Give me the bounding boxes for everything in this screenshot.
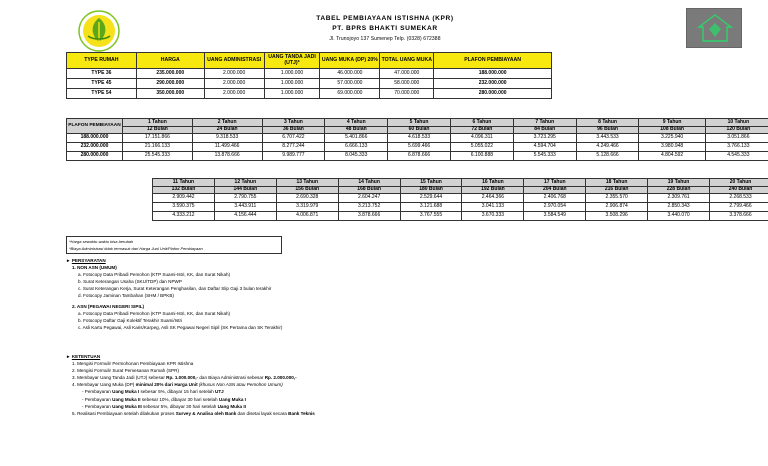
list-item: d. Fotocopy Jaminan Tambahan (SHM / BPKB) xyxy=(78,293,174,299)
table-cell: 1.000.000 xyxy=(264,89,320,99)
year-header: 8 Tahun xyxy=(576,119,639,127)
company-address: Jl. Trunojoyo 137 Sumenep Telp. (0328) 672388 xyxy=(329,36,441,42)
developer-logo xyxy=(686,8,742,48)
table-cell: 3.319.979 xyxy=(276,203,338,212)
table-cell: 3.508.296 xyxy=(586,212,648,221)
col-header: UANG ADMINISTRASI xyxy=(204,53,264,69)
table-cell: 2.529.644 xyxy=(400,194,462,203)
table-cell: 232.000.000 xyxy=(434,79,552,89)
table-cell: 69.000.000 xyxy=(320,89,380,99)
list-item: b. Fotocopy Daftar Gaji Kolektif Terakhir Suami/Istri xyxy=(78,317,183,323)
year-header: 4 Tahun xyxy=(325,119,388,127)
table-cell: 3.041.133 xyxy=(462,203,524,212)
installment-table-11-20 xyxy=(152,178,768,221)
section-heading: PERSYARATAN xyxy=(71,258,106,263)
list-item: a. Fotocopy Data Pribadi Pemohon (KTP Suami-Istri, KK, dan Surat Nikah) xyxy=(78,310,231,316)
bank-logo-icon xyxy=(78,10,120,52)
year-header: 7 Tahun xyxy=(513,119,576,127)
year-header: 1 Tahun xyxy=(123,119,193,127)
table-cell: 2.604.247 xyxy=(338,194,400,203)
table-cell: 3.213.752 xyxy=(338,203,400,212)
table-cell: 9.318.533 xyxy=(192,134,262,143)
table-cell: 25.545.333 xyxy=(123,152,193,161)
table-cell: 5.401.866 xyxy=(325,134,388,143)
table-cell: 2.690.328 xyxy=(276,194,338,203)
bullet-icon: ► xyxy=(66,258,71,263)
table-cell: TYPE 36 xyxy=(67,69,137,79)
bullet-icon: ► xyxy=(66,354,71,359)
house-logo-icon xyxy=(687,9,743,49)
table-cell: 235.000.000 xyxy=(136,69,204,79)
table-cell: 2.309.761 xyxy=(648,194,710,203)
list-item: a. Fotocopy Data Pribadi Pemohon (KTP Suami-Istri, KK, dan Surat Nikah) xyxy=(78,272,231,278)
list-item: - Pembayaran Uang Muka II sebesar 10%, dibayar 30 hari setelah Uang Muka I xyxy=(82,396,246,402)
table-cell: 17.151.866 xyxy=(123,134,193,143)
col-header: UANG MUKA (DP) 20% xyxy=(320,53,380,69)
table-row xyxy=(67,79,552,89)
table-cell: 8.277.244 xyxy=(262,143,325,152)
table-row xyxy=(67,134,768,143)
table-cell: 46.000.000 xyxy=(320,69,380,79)
table-cell: 350.000.000 xyxy=(136,89,204,99)
col-header: UANG TANDA JADI (UTJ)* xyxy=(264,53,320,69)
table-cell: 21.166.133 xyxy=(123,143,193,152)
page-title: TABEL PEMBIAYAAN ISTISHNA (KPR) xyxy=(316,15,454,22)
year-header: 18 Tahun xyxy=(586,179,648,187)
list-item: 4. Membayar Uang Muka (DP) minimal 20% dari Harga Unit (khusus Non ASN atau Pemohon Umum) xyxy=(72,382,283,388)
table-cell: 2.909.442 xyxy=(153,194,215,203)
table-cell: 188.000.000 xyxy=(67,134,123,143)
year-header: 2 Tahun xyxy=(192,119,262,127)
col-header: PLAFON PEMBIAYAAN xyxy=(434,53,552,69)
col-header: TOTAL UANG MUKA xyxy=(380,53,434,69)
company-name: PT. BPRS BHAKTI SUMEKAR xyxy=(332,25,438,32)
month-header: 24 Bulan xyxy=(192,126,262,134)
table-cell: 3.225.940 xyxy=(639,134,705,143)
month-header: 84 Bulan xyxy=(513,126,576,134)
month-header: 60 Bulan xyxy=(388,126,451,134)
table-header-row xyxy=(67,126,768,134)
note-admin-fee: *Biaya Administrasi tidak termasuk dari Harga Jual Unit/Plafon Pembiayaan xyxy=(69,246,203,251)
table-cell: 3.121.688 xyxy=(400,203,462,212)
table-cell: 1.000.000 xyxy=(264,79,320,89)
month-header: 12 Bulan xyxy=(123,126,193,134)
list-item: 5. Realisasi Pembiayaan setelah dilakukan proses Survey & Analisa oleh Bank dan disetai layak secara Bank Teknis xyxy=(72,410,315,416)
month-header: 156 Bulan xyxy=(276,186,338,194)
year-header: 16 Tahun xyxy=(462,179,524,187)
table-cell: 3.766.133 xyxy=(705,143,768,152)
list-item: 2. Mengisi Formulir Surat Pemesanan Rumah (SPR) xyxy=(72,368,179,374)
document-header xyxy=(300,14,470,44)
table-cell: 3.980.948 xyxy=(639,143,705,152)
year-header: 15 Tahun xyxy=(400,179,462,187)
table-cell: 1.000.000 xyxy=(264,69,320,79)
table-cell: 3.767.555 xyxy=(400,212,462,221)
table-cell: 4.804.592 xyxy=(639,152,705,161)
month-header: 216 Bulan xyxy=(586,186,648,194)
table-row xyxy=(67,143,768,152)
month-header: 72 Bulan xyxy=(450,126,513,134)
month-header: 36 Bulan xyxy=(262,126,325,134)
table-cell: 5.545.333 xyxy=(513,152,576,161)
table-cell: 9.989.777 xyxy=(262,152,325,161)
month-header: 180 Bulan xyxy=(400,186,462,194)
table-cell: 3.051.866 xyxy=(705,134,768,143)
table-row xyxy=(153,194,768,203)
table-cell: 2.406.768 xyxy=(524,194,586,203)
table-cell: 47.000.000 xyxy=(380,69,434,79)
table-cell: 4.545.333 xyxy=(705,152,768,161)
year-header: 3 Tahun xyxy=(262,119,325,127)
table-header-row xyxy=(153,179,768,187)
month-header: 228 Bulan xyxy=(648,186,710,194)
month-header: 108 Bulan xyxy=(639,126,705,134)
table-row xyxy=(67,152,768,161)
table-cell: 3.590.375 xyxy=(153,203,215,212)
list-item: c. Asli Kartu Pegawai, Asli Karis/Karpeg, Asli SK Pegawai Negeri Sipil (SK Pertama dan SK Terakhir) xyxy=(78,324,283,330)
table-cell: 3.378.666 xyxy=(710,212,768,221)
price-table xyxy=(66,52,552,99)
table-cell: 4.333.212 xyxy=(153,212,215,221)
table-cell: 3.584.549 xyxy=(524,212,586,221)
table-cell: 2.799.466 xyxy=(710,203,768,212)
list-item: - Pembayaran Uang Muka III sebesar 5%, dibayar 30 hari setelah Uang Muka II xyxy=(82,403,246,409)
table-cell: 13.878.666 xyxy=(192,152,262,161)
month-header: 48 Bulan xyxy=(325,126,388,134)
table-cell: 290.000.000 xyxy=(136,79,204,89)
corner-header: PLAFON PEMBIAYAAN xyxy=(67,119,123,134)
table-cell: 2.790.755 xyxy=(214,194,276,203)
table-row xyxy=(153,203,768,212)
table-cell: 3.878.666 xyxy=(338,212,400,221)
table-cell: 2.355.570 xyxy=(586,194,648,203)
table-cell: 5.699.466 xyxy=(388,143,451,152)
table-cell: 70.000.000 xyxy=(380,89,434,99)
table-cell: 2.464.366 xyxy=(462,194,524,203)
subsection-title: 2. ASN (PEGAWAI NEGERI SIPIL) xyxy=(72,303,145,309)
month-header: 240 Bulan xyxy=(710,186,768,194)
col-header: TYPE RUMAH xyxy=(67,53,137,69)
table-cell: 3.723.295 xyxy=(513,134,576,143)
table-row xyxy=(67,89,552,99)
table-header-row xyxy=(153,186,768,194)
year-header: 12 Tahun xyxy=(214,179,276,187)
list-item: c. Surat Keterangan Kerja, Surat Keterangan Penghasilan, dan Daftar Slip Gaji 3 bulan terakhir xyxy=(78,286,272,292)
table-cell: 5.055.022 xyxy=(450,143,513,152)
table-cell: 2.970.054 xyxy=(524,203,586,212)
notes-box xyxy=(66,236,282,254)
table-cell: 4.618.533 xyxy=(388,134,451,143)
list-item: b. Surat Keterangan Usaha (SKU/TDP) dan NPWP xyxy=(78,279,182,285)
table-cell: 6.100.888 xyxy=(450,152,513,161)
table-row xyxy=(67,69,552,79)
list-item: - Pembayaran Uang Muka I sebesar 5%, dibayar 15 hari setelah UTJ xyxy=(82,389,224,395)
table-cell: 2.000.000 xyxy=(204,69,264,79)
year-header: 11 Tahun xyxy=(153,179,215,187)
table-cell: 5.128.666 xyxy=(576,152,639,161)
year-header: 20 Tahun xyxy=(710,179,768,187)
table-cell: 2.000.000 xyxy=(204,89,264,99)
table-cell: 3.440.070 xyxy=(648,212,710,221)
month-header: 168 Bulan xyxy=(338,186,400,194)
month-header: 120 Bulan xyxy=(705,126,768,134)
year-header: 6 Tahun xyxy=(450,119,513,127)
table-cell: 58.000.000 xyxy=(380,79,434,89)
section-heading: KETENTUAN xyxy=(71,354,101,359)
month-header: 192 Bulan xyxy=(462,186,524,194)
table-header-row xyxy=(67,119,768,127)
table-cell: 2.850.343 xyxy=(648,203,710,212)
table-cell: 57.000.000 xyxy=(320,79,380,89)
table-cell: TYPE 45 xyxy=(67,79,137,89)
table-cell: 4.096.311 xyxy=(450,134,513,143)
requirements-section xyxy=(66,257,626,331)
table-cell: 188.000.000 xyxy=(434,69,552,79)
table-cell: 280.000.000 xyxy=(67,152,123,161)
table-cell: 280.000.000 xyxy=(434,89,552,99)
year-header: 9 Tahun xyxy=(639,119,705,127)
table-cell: 6.666.133 xyxy=(325,143,388,152)
table-cell: 232.000.000 xyxy=(67,143,123,152)
year-header: 5 Tahun xyxy=(388,119,451,127)
month-header: 204 Bulan xyxy=(524,186,586,194)
table-cell: 4.594.704 xyxy=(513,143,576,152)
table-cell: 3.443.533 xyxy=(576,134,639,143)
subsection-title: 1. NON ASN (UMUM) xyxy=(72,265,117,271)
table-cell: 6.878.666 xyxy=(388,152,451,161)
table-cell: 2.000.000 xyxy=(204,79,264,89)
installment-table-1-10 xyxy=(66,118,768,161)
year-header: 17 Tahun xyxy=(524,179,586,187)
list-item: 3. Membayar Uang Tanda Jadi (UTJ) sebesar Rp. 1.000.000,- dan Biaya Administrasi sebesar Rp. 2.000.000,- xyxy=(72,375,297,381)
table-cell: 4.249.466 xyxy=(576,143,639,152)
table-cell: 4.006.871 xyxy=(276,212,338,221)
table-cell: 8.045.333 xyxy=(325,152,388,161)
terms-section xyxy=(66,353,626,417)
month-header: 144 Bulan xyxy=(214,186,276,194)
table-cell: 3.670.333 xyxy=(462,212,524,221)
table-row xyxy=(153,212,768,221)
table-cell: TYPE 54 xyxy=(67,89,137,99)
table-cell: 11.499.466 xyxy=(192,143,262,152)
year-header: 13 Tahun xyxy=(276,179,338,187)
table-cell: 6.707.422 xyxy=(262,134,325,143)
table-cell: 3.443.911 xyxy=(214,203,276,212)
list-item: 1. Mengisi Formulir Permohonan Pembiayaan KPR Istishna xyxy=(72,361,194,367)
note-price-change: *Harga sewaktu-waktu bisa berubah xyxy=(69,239,134,244)
table-cell: 2.906.874 xyxy=(586,203,648,212)
col-header: HARGA xyxy=(136,53,204,69)
year-header: 19 Tahun xyxy=(648,179,710,187)
year-header: 14 Tahun xyxy=(338,179,400,187)
table-header-row xyxy=(67,53,552,69)
table-cell: 4.156.444 xyxy=(214,212,276,221)
month-header: 132 Bulan xyxy=(153,186,215,194)
year-header: 10 Tahun xyxy=(705,119,768,127)
table-cell: 2.268.533 xyxy=(710,194,768,203)
month-header: 96 Bulan xyxy=(576,126,639,134)
